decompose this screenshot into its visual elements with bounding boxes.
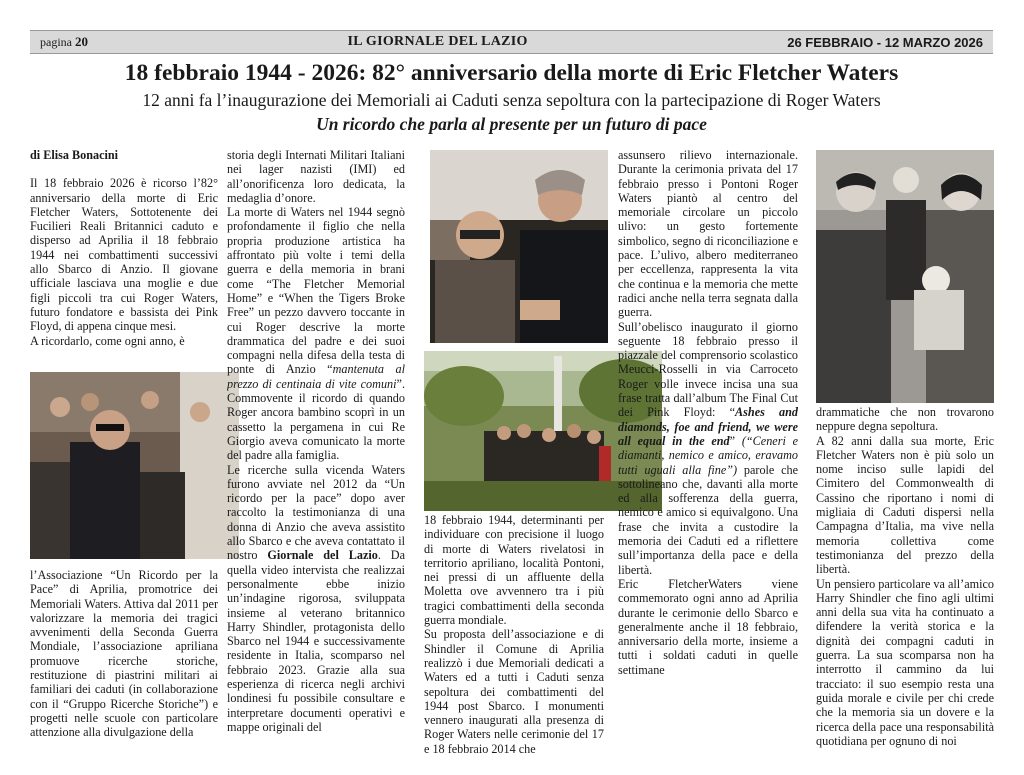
column-1-bottom (30, 568, 218, 768)
paragraph: 18 febbraio 1944, determinanti per individuare con precisione il luogo di morte di Waters rivelatosi in territorio apriliano, località Pontoni, nei pressi di un affluente della Moletta ove avvennero tra i più tragici combattimenti della seconda guerra mondiale. (424, 513, 604, 628)
page-number: pagina 20 (40, 34, 88, 49)
paragraph: A ricordarlo, come ogni anno, è (30, 333, 185, 348)
waters-shindler-photo (430, 150, 608, 343)
paragraph: Le ricerche sulla vicenda Waters furono avviate nel 2012 da “Un ricordo per la pace” dopo aver raccolto la testimonianza di una donna di Anzio che aveva assistito allo Sbarco e che aveva contattato il nostro Giornale del Lazio. Da quella video intervista che realizzai personalmente ebbe inizio un’indagine rigorosa, sviluppata insieme al veterano britannico Harry Shindler, protagonista dello Sbarco nel 1944 e successivamente residente in Italia, scomparso nel febbraio 2023. Grazie alla sua esperienza di ricerca negli archivi londinesi fu possibile consultare e interpretare documenti operativi e mappe originali del (227, 462, 405, 734)
paragraph: Un pensiero particolare va all’amico Harry Shindler che fino agli ultimi anni della sua vita ha continuato a difendere la verità storica e la dignità dei compagni caduti in guerra. La sua scomparsa non ha interrotto il cammino da lui tracciato: il suo esempio resta una guida morale e civile per chi crede che la memoria sia un dovere e la ricerca della pace una responsabilità quotidiana per ognuno di noi (816, 576, 994, 748)
paragraph: A 82 anni dalla sua morte, Eric Fletcher Waters non è più solo un nome inciso sulle lapidi del Cimitero del Commonwealth di Cassino che riportano i nomi di migliaia di Caduti dispersi nella Campagna d’Italia, ma vive nella memoria collettiva come testimonianza del prezzo della libertà. (816, 433, 994, 577)
paragraph: Sull’obelisco inaugurato il giorno seguente 18 febbraio presso il piazzale del comprensorio scolastico Meucci-Rosselli in via Carroceto Roger volle invece incisa una sua frase tratta dall’album The Final Cut dei Pink Floyd: “Ashes and diamonds, foe and friend, we were all equal in the end” (“Ceneri e diamanti, nemico e amico, eravamo tutti uguali alla fine”) parole che sottolineano che, davanti alla morte ed alla sofferenza della guerra, nemico e amico si equivalgono. Una frase che invita a custodire la memoria dei Caduti ed a riflettere sull’importanza della pace e della libertà. (618, 319, 798, 577)
column-3 (424, 513, 604, 768)
article-tagline: Un ricordo che parla al presente per un futuro di pace (316, 114, 707, 134)
column-1-top (30, 148, 218, 370)
paragraph: assunsero rilievo internazionale. Durante la cerimonia privata del 17 febbraio presso i Pontoni Roger Waters piantò al centro del memoriale circolare un piccolo ulivo: un gesto fortemente simbolico, segno di riconciliazione e pace. L’ulivo, albero mediterraneo per eccellenza, rappresenta la vita che continua e la memoria che mette radici anche nella terra segnata dalla guerra. (618, 148, 798, 320)
article-headline: 18 febbraio 1944 - 2026: 82° anniversario della morte di Eric Fletcher Waters (124, 60, 899, 86)
paragraph: Il 18 febbraio 2026 è ricorso l’82° anniversario della morte di Eric Fletcher Waters, Sottotenente dei Fucilieri Reali Britannici caduto e disperso ad Aprilia il 18 febbraio 1944 nei combattimenti successivi allo Sbarco di Anzio. Il giovane ufficiale lasciava una moglie e due figli piccoli tra cui Roger Waters, futuro fondatore e bassista dei Pink Floyd, di appena cinque mesi. (30, 176, 218, 334)
paragraph: Eric FletcherWaters viene commemorato ogni anno ad Aprilia durante le cerimonie dello Sbarco e generalmente anche il 18 febbraio, anniversario della morte, insieme a tutti i soldati caduti in quelle settimane (618, 576, 798, 677)
article-subheadline: 12 anni fa l’inaugurazione dei Memoriali ai Caduti senza sepoltura con la partecipazione di Roger Waters (142, 90, 881, 110)
page-header (30, 30, 993, 54)
column-5 (816, 405, 994, 768)
family-portrait-photo (816, 150, 994, 403)
paragraph: l’Associazione “Un Ricordo per la Pace” di Aprilia, promotrice dei Memoriali Waters. Attiva dal 2011 per valorizzare la memoria dei tragici avvenimenti della Seconda Guerra Mondiale, l’associazione apriliana promuove ricerche storiche, restituzione di piastrini militari ai familiari dei caduti (in collaborazione con il “Gruppo Ricerche Storiche”) e progetti nelle scuole con particolare attenzione alla divulgazione della (30, 568, 218, 740)
paragraph: La morte di Waters nel 1944 segnò profondamente il figlio che nella propria produzione artistica ha affrontato più volte i temi della guerra e della memoria in brani come “The Fletcher Memorial Home” e “When the Tigers Broke Free” un pezzo davvero toccante in cui Roger descrive la morte drammatica del padre e dei suoi compagni nella difesa della testa di ponte di Anzio “mantenuta al prezzo di centinaia di vite comuni”. Commovente il ricordo di quando Roger ancora bambino scoprì in un cassetto la pergamena in cui Re Giorgio aveva comunicato la morte del padre alla famiglia. (227, 205, 405, 463)
byline: di Elisa Bonacini (30, 148, 119, 162)
paragraph: drammatiche che non trovarono neppure degna sepoltura. (816, 405, 994, 434)
ceremony-crowd-photo (30, 372, 239, 559)
newspaper-name: IL GIORNALE DEL LAZIO (347, 34, 528, 49)
paragraph: Su proposta dell’associazione e di Shindler il Comune di Aprilia realizzò i due Memoriali dedicati a Waters ed a tutti i Caduti senza sepoltura dei combattimenti del 1944 post Sbarco. I monumenti vennero inaugurati alla presenza di Roger Waters nelle cerimonie del 17 e 18 febbraio 2014 che (424, 627, 604, 756)
issue-dates: 26 FEBBRAIO - 12 MARZO 2026 (787, 34, 983, 50)
paragraph: storia degli Internati Militari Italiani nei lager nazisti (IMI) ed all’onorificenza loro dedicata, la medaglia d’onore. (227, 148, 405, 205)
column-2 (227, 148, 405, 768)
column-4 (618, 148, 798, 768)
